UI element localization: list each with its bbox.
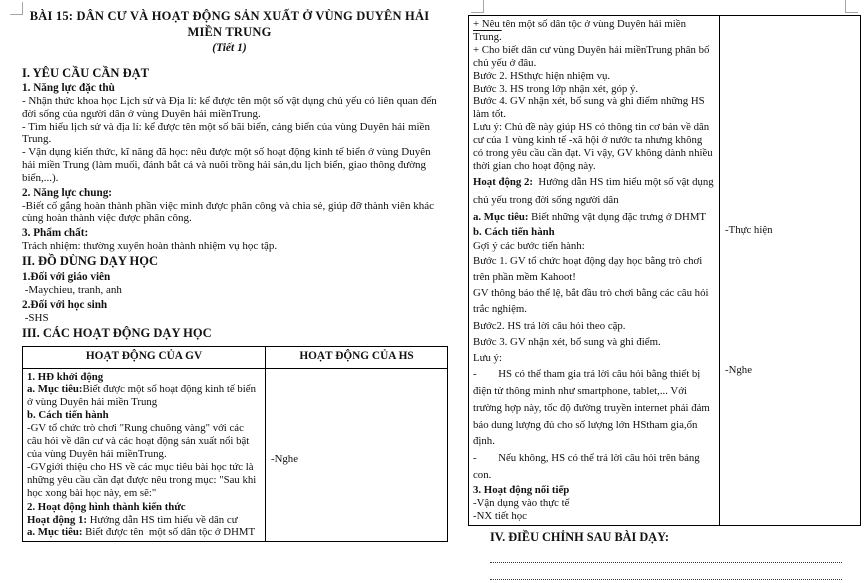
step4: Bước 4. GV nhận xét, bổ sung và ghi điểm những HS làm tốt. — [473, 95, 708, 121]
lesson-plan-page-1 — [22, 8, 440, 542]
activity1-goal-text: Biết được tên một số dân tộc ở DHMT — [82, 526, 256, 539]
activity1-label: Hoạt động 1: — [27, 513, 87, 526]
heading-for-student: 2.Đối với học sinh — [22, 298, 108, 311]
activity1-goal-label: a. Mục tiêu: — [27, 526, 83, 539]
apply-paragraph: -Vận dụng vào thực tế — [473, 496, 570, 509]
activities-table-page2 — [468, 15, 861, 526]
step3: Bước 3. HS trong lớp nhận xét, góp ý. — [473, 82, 639, 95]
intro-paragraph: -GVgiới thiệu cho HS về các mục tiêu bài học tức là những yêu cầu cần đạt được nêu trong mục: "Sau khi học xong bài học này, em sẽ:" — [27, 460, 260, 499]
column-header-teacher-activities: HOẠT ĐỘNG CỦA GV — [23, 346, 266, 368]
activity1-goal — [27, 526, 261, 539]
followup-heading: 3. Hoạt động nối tiếp — [473, 483, 570, 496]
lesson-title-line2: MIỀN TRUNG — [187, 25, 272, 39]
fill-in-dotted-line-2 — [490, 566, 842, 580]
question1-marked-word: Trung. — [473, 30, 502, 43]
heading-adjustments: IV. ĐIỀU CHỈNH SAU BÀI DẠY: — [490, 529, 670, 544]
heading-for-teacher: 1.Đối với giáo viên — [22, 270, 111, 283]
heading-quality: 3. Phẩm chất: — [22, 227, 89, 240]
warmup-goal — [27, 383, 261, 409]
step2: Bước 2. HSthực hiện nhiệm vụ. — [473, 69, 611, 82]
fill-in-dotted-line-1 — [490, 549, 842, 563]
activity2-label: Hoạt động 2: — [473, 175, 533, 188]
student-response-listen: -Nghe — [725, 364, 752, 376]
review-paragraph: -NX tiết học — [473, 509, 527, 522]
activity2-line — [473, 173, 715, 210]
paragraph-specific-3: - Vận dụng kiến thức, kĩ năng đã học: nêu được một số hoạt động kinh tế biển ở vùng Duyên hải miền Trung (làm muối, đánh bắt cá và nuôi trồng hải sản,du lịch biển, giao thông đường biển,...). — [22, 146, 434, 184]
activity1-text: Hướng dẫn HS tìm hiểu về dân cư — [87, 513, 238, 526]
activity2-text: Hướng dẫn HS tìm hiểu một số vật dụng chủ yếu trong đời sống người dân — [473, 175, 717, 207]
heading-activities: III. CÁC HOẠT ĐỘNG DẠY HỌC — [22, 325, 212, 340]
question1-text: + Nêu tên một số dân tộc ở vùng Duyên hải miền — [473, 18, 689, 30]
page2-right-margin-corner-mark — [845, 0, 858, 13]
paragraph-specific-2: - Tìm hiểu lịch sử và địa lí: kể được tên một số bãi biển, cảng biển của vùng Duyên hải miền Trung. — [22, 120, 433, 146]
goal-text: Biết được một số hoạt động kinh tế biển ở vùng Duyên hải miền Trung — [27, 383, 259, 409]
goal-label: a. Mục tiêu: — [27, 383, 83, 396]
paragraph-for-student: -SHS — [22, 311, 49, 324]
teacher-activities-cell — [469, 16, 720, 526]
paragraph-general: -Biết cố gắng hoàn thành phần việc mình được phân công và chia sẻ, giúp đỡ thành viên khác cùng hoàn thành việc được phân công. — [22, 199, 437, 225]
method-heading: b. Cách tiến hành — [27, 409, 109, 422]
bullet-board: - Nếu không, HS có thể trả lời câu hỏi trên bảng con. — [473, 452, 703, 482]
method-heading: b. Cách tiến hành — [473, 225, 555, 238]
activity2-goal-text: Biết những vật dụng đặc trưng ở DHMT — [528, 210, 707, 223]
knowledge-formation-heading: 2. Hoạt động hình thành kiến thức — [27, 500, 186, 513]
student-response-perform: -Thực hiện — [725, 224, 773, 236]
paragraph-for-teacher: -Maychieu, tranh, anh — [22, 283, 122, 296]
question1 — [473, 18, 715, 44]
activity2-goal — [473, 210, 715, 225]
lesson-subtitle: (Tiết 1) — [212, 42, 247, 54]
heading-specific-competence: 1. Năng lực đặc thù — [22, 82, 115, 94]
student-activities-cell — [720, 16, 861, 526]
note1: Lưu ý: Chủ đề này giúp HS có thông tin cơ bản về dân cư của 1 vùng kinh tế -xã hội ở nước ta nhưng không có trong yêu cầu cần đạt. Vì vậy, GV không dành nhiều thời gian cho hoạt động này. — [473, 121, 716, 172]
activity1-line — [27, 514, 261, 527]
game-paragraph: -GV tổ chức trò chơi "Rung chuông vàng" với các câu hỏi về dân cư và các hoạt động sản xuất nổi bật của vùng Duyên hải miềnTrung. — [27, 422, 253, 460]
column-header-student-activities: HOẠT ĐỘNG CỦA HS — [266, 346, 448, 368]
hint-paragraph: Gợi ý các bước tiến hành: — [473, 239, 585, 252]
question2: + Cho biết dân cư vùng Duyên hải miềnTrung phân bố chủ yếu ở đâu. — [473, 43, 713, 69]
activity2-goal-label: a. Mục tiêu: — [473, 210, 529, 223]
step2-pairs: Bước2. HS trả lời câu hỏi theo cặp. — [473, 319, 626, 332]
table-header-row — [23, 346, 448, 368]
activities-table-page1 — [22, 346, 448, 543]
paragraph-specific-1: - Nhận thức khoa học Lịch sử và Địa lí: kể được tên một số vật dụng chủ yếu có liên quan đến đời sống của người dân ở vùng Duyên hải miềnTrung. — [22, 95, 440, 120]
heading-equipment: II. ĐỒ DÙNG DẠY HỌC — [22, 253, 158, 268]
lesson-title-line1: BÀI 15: DÂN CƯ VÀ HOẠT ĐỘNG SẢN XUẤT Ở VÙNG DUYÊN HẢI — [29, 9, 430, 23]
note2-label: Lưu ý: — [473, 352, 502, 365]
student-response-listen: -Nghe — [271, 452, 298, 465]
rules-paragraph: GV thông báo thể lệ, bắt đầu trò chơi bằng các câu hỏi trắc nghiệm. — [473, 287, 712, 316]
table-body-row — [469, 16, 861, 526]
warmup-heading: 1. HĐ khởi động — [27, 370, 104, 383]
heading-requirements: I. YÊU CẦU CẦN ĐẠT — [22, 66, 149, 80]
step3-grading: Bước 3. GV nhận xét, bổ sung và ghi điểm. — [473, 335, 661, 348]
bullet-devices: - HS có thể tham gia trả lời câu hỏi bằng thiết bị điện tử thông minh như smartphone, tablet,... Với trường hợp này, tốc độ đường truyền internet phải đảm bảo dung lượng đủ cho số lượng lớn HStham gia,ổn định. — [473, 368, 713, 448]
paragraph-quality: Trách nhiệm: thường xuyên hoàn thành nhiệm vụ học tập. — [22, 240, 278, 253]
step1-kahoot: Bước 1. GV tổ chức hoạt động dạy học bằng trò chơi trên phần mềm Kahoot! — [473, 254, 705, 284]
heading-general-competence: 2. Năng lực chung: — [22, 186, 113, 199]
lesson-plan-page-2 — [468, 0, 844, 583]
